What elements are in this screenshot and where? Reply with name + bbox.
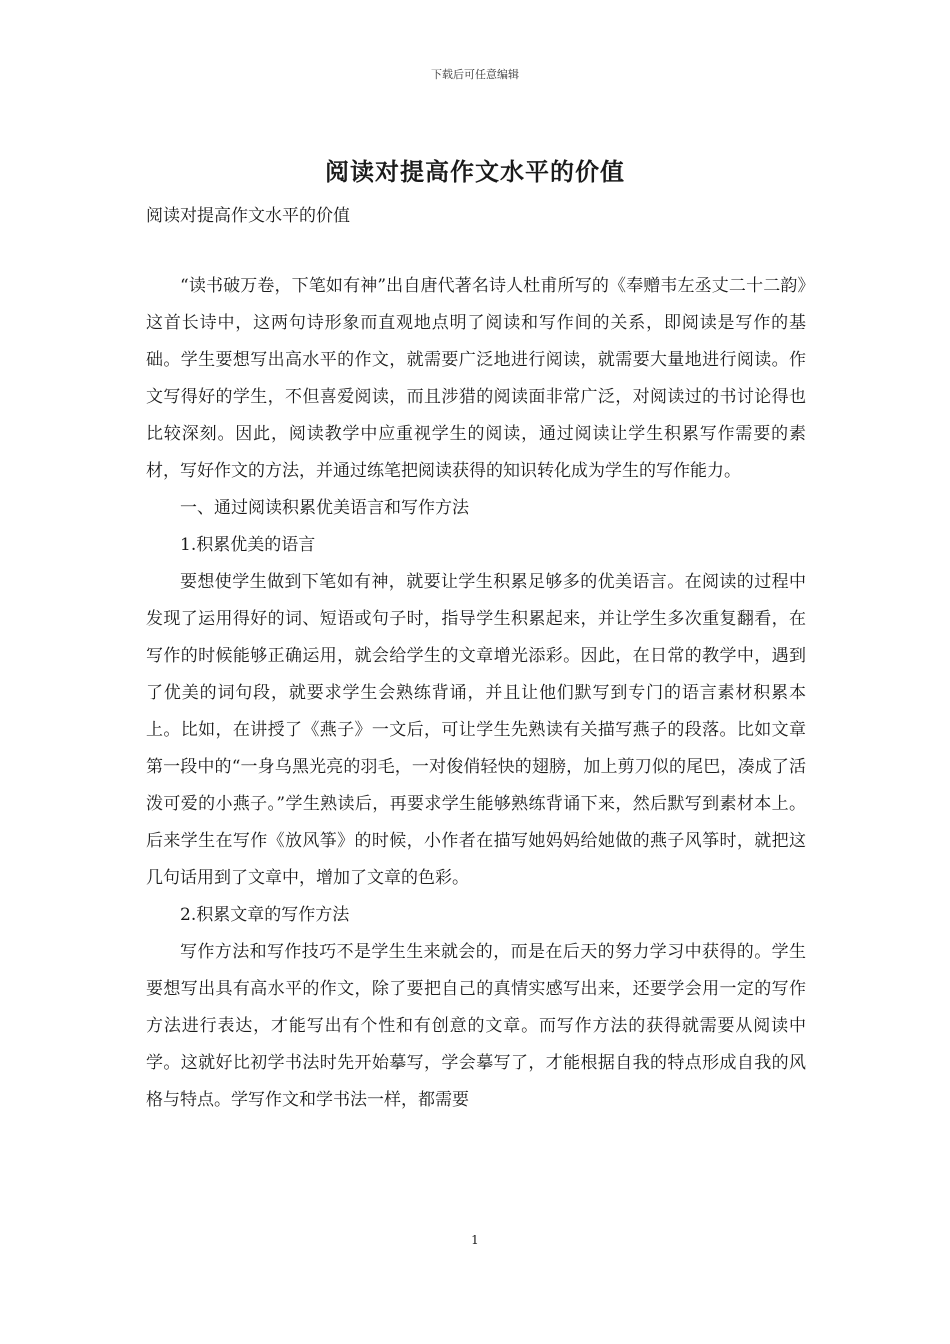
document-title: 阅读对提高作文水平的价值 xyxy=(325,157,625,186)
body-text xyxy=(146,268,806,1119)
paragraph-intro: “读书破万卷，下笔如有神”出自唐代著名诗人杜甫所写的《奉赠韦左丞丈二十二韵》这首长诗中，这两句诗形象而直观地点明了阅读和写作间的关系，即阅读是写作的基础。学生要想写出高水平的作文，就需要广泛地进行阅读，就需要大量地进行阅读。作文写得好的学生，不但喜爱阅读，而且涉猎的阅读面非常广泛，对阅读过的书讨论得也比较深刻。因此，阅读教学中应重视学生的阅读，通过阅读让学生积累写作需要的素材，写好作文的方法，并通过练笔把阅读获得的知识转化成为学生的写作能力。 xyxy=(146,276,806,481)
header-note: 下载后可任意编辑 xyxy=(431,68,519,81)
subsection-heading-2: 2.积累文章的写作方法 xyxy=(180,905,350,925)
section-heading-1: 一、通过阅读积累优美语言和写作方法 xyxy=(180,498,469,518)
subsection-heading-1: 1.积累优美的语言 xyxy=(180,535,316,555)
page-number: 1 xyxy=(471,1233,479,1247)
paragraph-language: 要想使学生做到下笔如有神，就要让学生积累足够多的优美语言。在阅读的过程中发现了运用得好的词、短语或句子时，指导学生积累起来，并让学生多次重复翻看，在写作的时候能够正确运用，就会给学生的文章增光添彩。因此，在日常的教学中，遇到了优美的词句段，就要求学生会熟练背诵，并且让他们默写到专门的语言素材积累本上。比如，在讲授了《燕子》一文后，可让学生先熟读有关描写燕子的段落。比如文章第一段中的“一身乌黑光亮的羽毛，一对俊俏轻快的翅膀，加上剪刀似的尾巴，凑成了活泼可爱的小燕子。”学生熟读后，再要求学生能够熟练背诵下来，然后默写到素材本上。后来学生在写作《放风筝》的时候，小作者在描写她妈妈给她做的燕子风筝时，就把这几句话用到了文章中，增加了文章的色彩。 xyxy=(146,572,806,888)
document-subtitle: 阅读对提高作文水平的价值 xyxy=(146,206,350,226)
paragraph-methods: 写作方法和写作技巧不是学生生来就会的，而是在后天的努力学习中获得的。学生要想写出具有高水平的作文，除了要把自己的真情实感写出来，还要学会用一定的写作方法进行表达，才能写出有个性和有创意的文章。而写作方法的获得就需要从阅读中学。这就好比初学书法时先开始摹写，学会摹写了，才能根据自我的特点形成自我的风格与特点。学写作文和学书法一样，都需要 xyxy=(146,942,806,1110)
